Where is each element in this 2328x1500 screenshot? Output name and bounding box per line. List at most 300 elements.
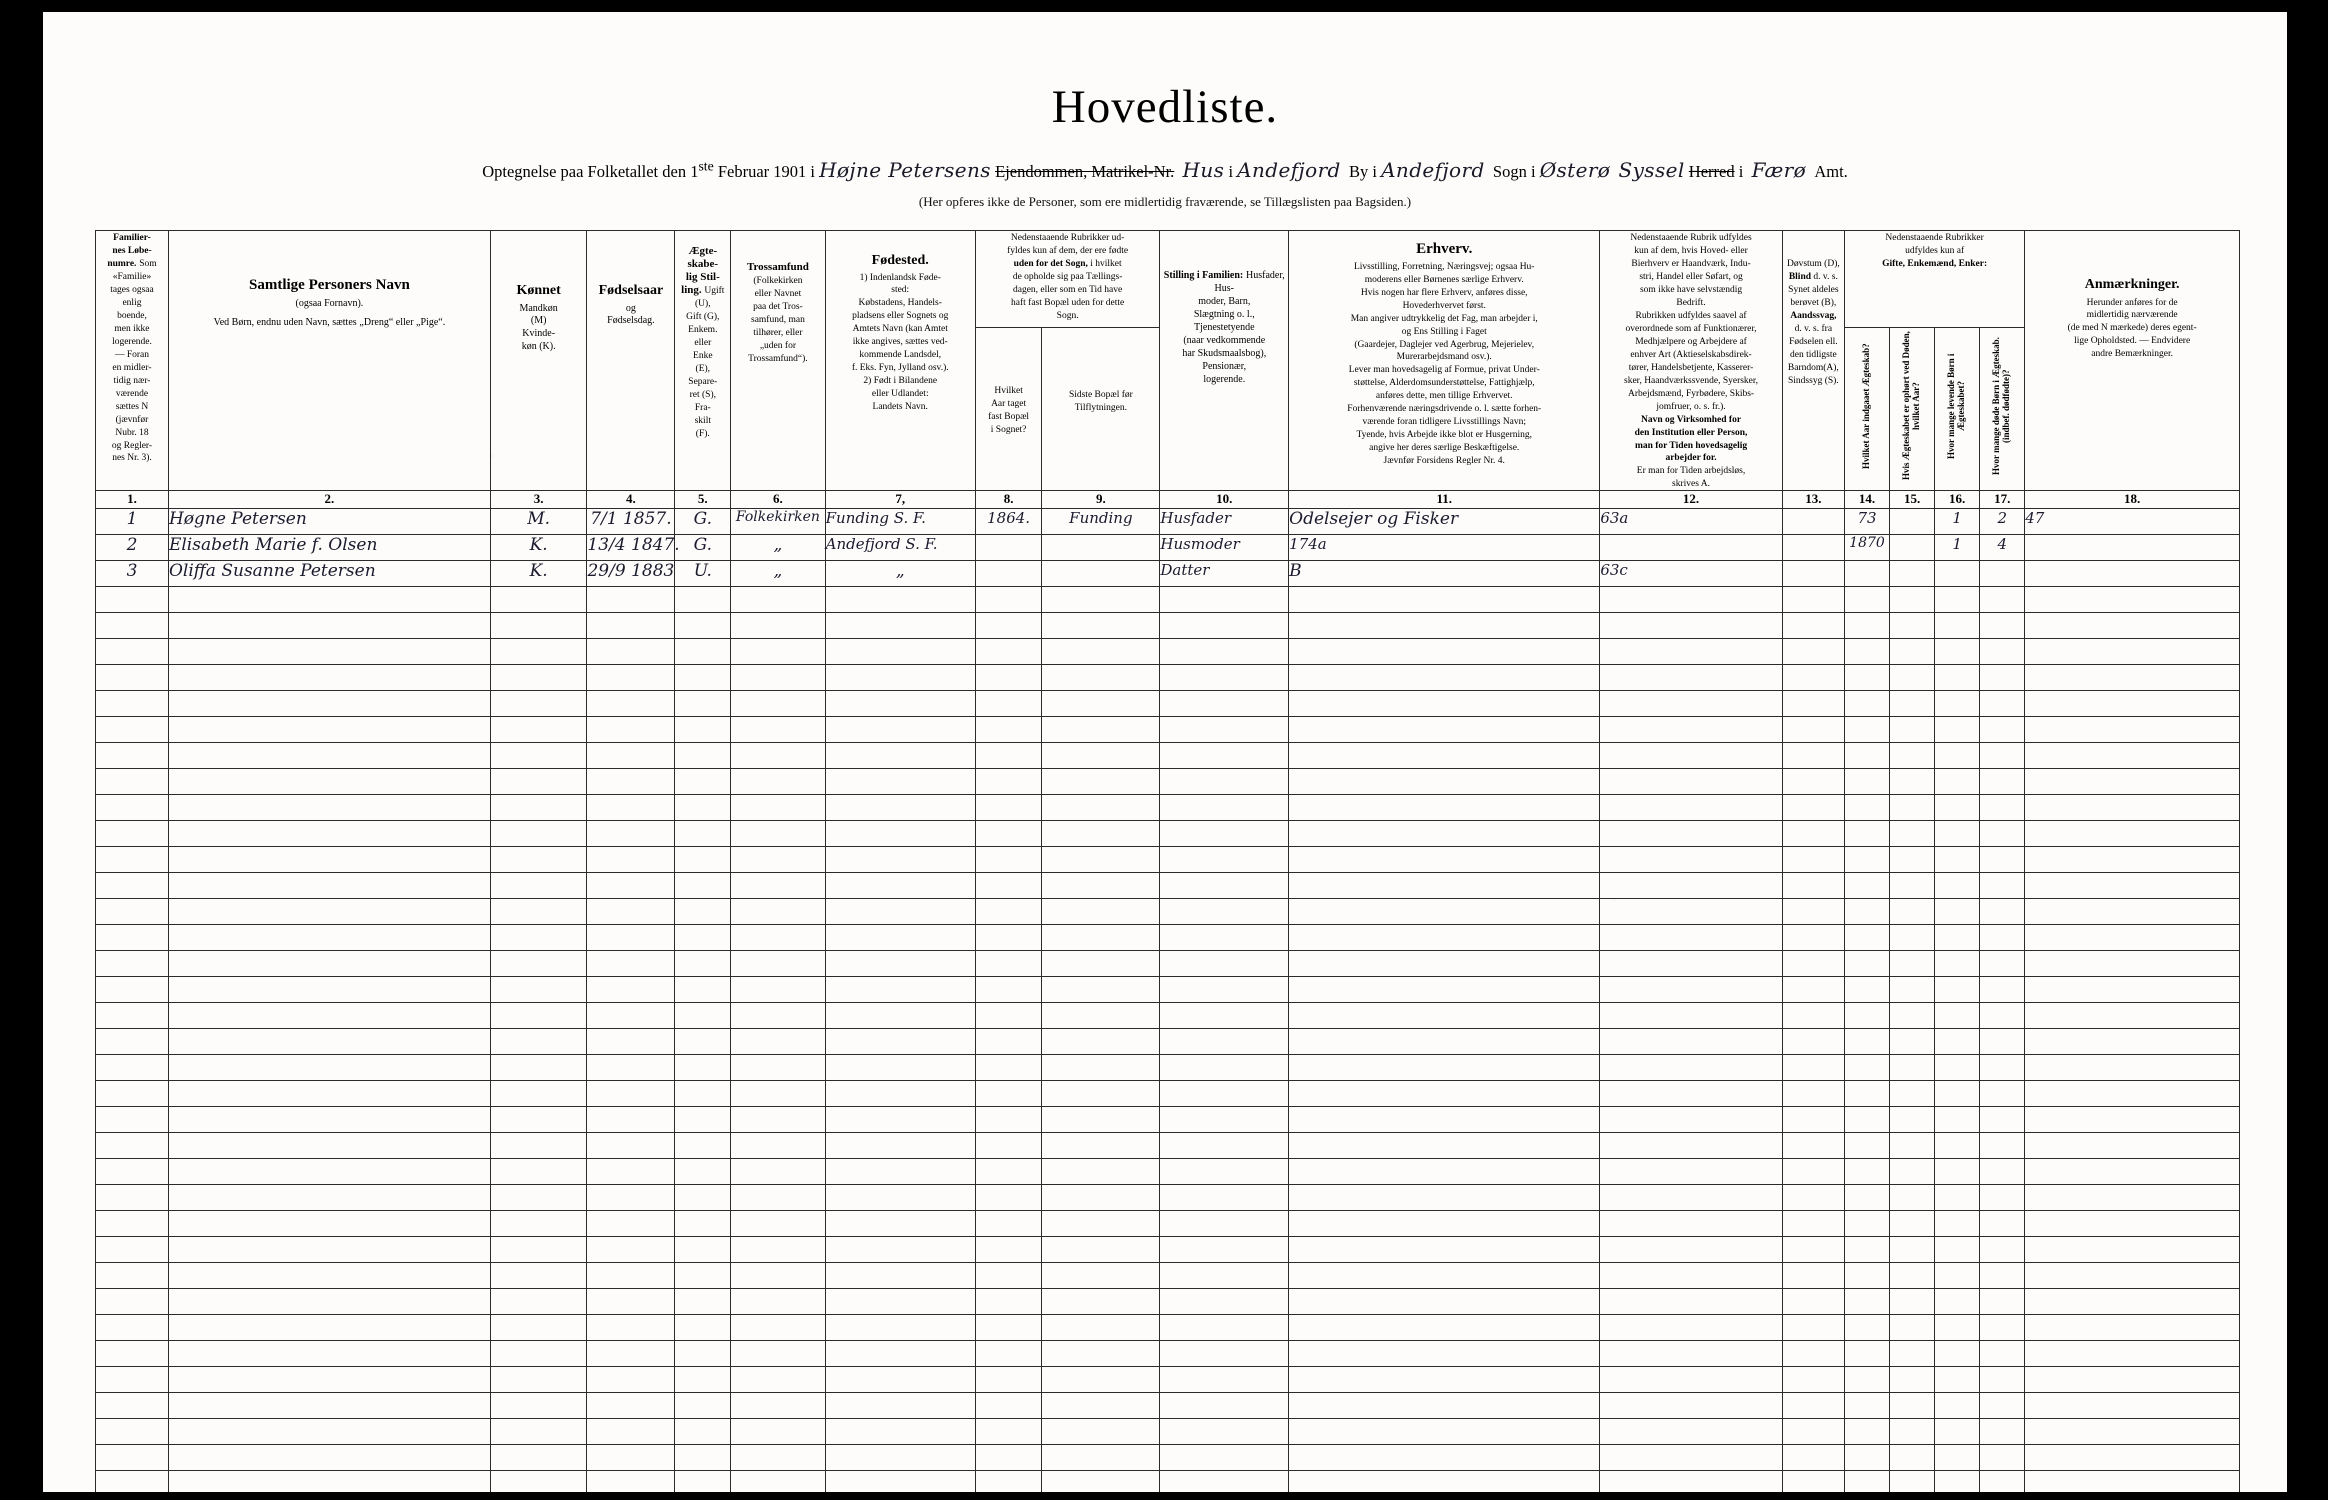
table-cell-empty <box>1600 925 1782 951</box>
table-cell-empty <box>675 1341 731 1367</box>
table-cell-empty <box>975 1159 1042 1185</box>
table-cell-empty <box>1935 769 1980 795</box>
table-cell-empty <box>1782 1237 1844 1263</box>
table-cell-empty <box>587 1055 675 1081</box>
row-occupation: Odelsejer og Fisker <box>1289 509 1600 535</box>
table-header-row <box>96 231 2240 328</box>
table-cell-empty <box>1890 1055 1935 1081</box>
table-cell-empty <box>731 1419 825 1445</box>
table-cell-empty <box>825 899 975 925</box>
table-row-empty[interactable] <box>96 795 2240 821</box>
table-cell-empty <box>1289 1263 1600 1289</box>
table-cell-empty <box>1890 1081 1935 1107</box>
colnum-13: 13. <box>1782 491 1844 509</box>
table-cell-empty <box>1289 1237 1600 1263</box>
table-row-empty[interactable] <box>96 1471 2240 1492</box>
table-cell-empty <box>1782 1159 1844 1185</box>
table-cell-empty <box>975 1107 1042 1133</box>
table-cell-empty <box>2025 1003 2240 1029</box>
table-cell-empty <box>1600 639 1782 665</box>
table-row-empty[interactable] <box>96 821 2240 847</box>
table-cell-empty <box>731 639 825 665</box>
table-cell-empty <box>1782 1471 1844 1492</box>
table-cell-empty <box>825 1211 975 1237</box>
table-cell-empty <box>1289 1003 1600 1029</box>
table-cell-empty <box>731 743 825 769</box>
table-cell-empty <box>1980 717 2025 743</box>
table-cell-empty <box>731 873 825 899</box>
table-cell-empty <box>975 1471 1042 1492</box>
table-cell-empty <box>587 691 675 717</box>
table-cell-empty <box>2025 1237 2240 1263</box>
table-cell-empty <box>168 1419 490 1445</box>
header-col-1: Familier- nes Løbe- numre. Som «Familie» tages ogsaa enlig boende, men ikke logerende. — Foran en midler- tidig nær- værende sættes N (jævnfør Nubr. 18 og Regler- nes Nr. 3). <box>96 231 169 491</box>
table-cell-empty <box>1935 1159 1980 1185</box>
table-cell-empty <box>1042 1107 1160 1133</box>
row-birth: 29/9 1883 <box>587 561 675 587</box>
table-row-empty[interactable] <box>96 743 2240 769</box>
row-children-living <box>1935 561 1980 587</box>
table-cell-empty <box>825 1445 975 1471</box>
table-cell-empty <box>825 743 975 769</box>
table-cell-empty <box>1935 1029 1980 1055</box>
table-cell-empty <box>490 821 587 847</box>
table-cell-empty <box>2025 847 2240 873</box>
table-cell-empty <box>975 1289 1042 1315</box>
table-row-empty[interactable] <box>96 1419 2240 1445</box>
table-cell-empty <box>1160 1289 1289 1315</box>
table-cell-empty <box>1042 665 1160 691</box>
table-cell-empty <box>1844 795 1889 821</box>
table-cell-empty <box>825 821 975 847</box>
table-cell-empty <box>1160 769 1289 795</box>
table-row-empty[interactable] <box>96 1133 2240 1159</box>
table-cell-empty <box>1890 1471 1935 1492</box>
table-cell-empty <box>1782 795 1844 821</box>
table-row-empty[interactable] <box>96 847 2240 873</box>
table-cell-empty <box>675 1237 731 1263</box>
table-cell-empty <box>1782 1419 1844 1445</box>
table-cell-empty <box>490 977 587 1003</box>
row-children-dead: 4 <box>1980 535 2025 561</box>
table-cell-empty <box>587 1289 675 1315</box>
table-cell-empty <box>1980 1107 2025 1133</box>
table-cell-empty <box>1782 847 1844 873</box>
table-cell-empty <box>587 873 675 899</box>
table-cell-empty <box>731 1133 825 1159</box>
table-cell-empty <box>1890 1315 1935 1341</box>
table-cell-empty <box>1935 1289 1980 1315</box>
table-cell-empty <box>731 1393 825 1419</box>
header-col-13-disability: Døvstum (D), Blind d. v. s. Synet aldeles berøvet (B), Aandssvag, d. v. s. fra Fødselen ell. den tidligste Barndom(A), Sindssyg (S). <box>1782 231 1844 491</box>
table-cell-empty <box>1782 1185 1844 1211</box>
table-cell-empty <box>1160 1263 1289 1289</box>
table-cell-empty <box>490 639 587 665</box>
table-cell-empty <box>675 1445 731 1471</box>
table-cell-empty <box>675 587 731 613</box>
table-cell-empty <box>490 665 587 691</box>
table-cell-empty <box>490 847 587 873</box>
row-disability <box>1782 509 1844 535</box>
colnum-14: 14. <box>1844 491 1889 509</box>
table-row-empty[interactable] <box>96 1081 2240 1107</box>
table-cell-empty <box>96 1367 169 1393</box>
table-row-empty[interactable] <box>96 1107 2240 1133</box>
table-cell-empty <box>1782 1107 1844 1133</box>
table-row-empty[interactable] <box>96 665 2240 691</box>
colnum-15: 15. <box>1890 491 1935 509</box>
table-cell-empty <box>490 1289 587 1315</box>
table-cell-empty <box>1782 717 1844 743</box>
handwritten-sogn: Andefjord <box>1381 158 1485 182</box>
table-row-empty[interactable] <box>96 899 2240 925</box>
table-cell-empty <box>96 665 169 691</box>
table-cell-empty <box>1980 1185 2025 1211</box>
table-cell-empty <box>587 613 675 639</box>
table-cell-empty <box>1935 795 1980 821</box>
table-cell-empty <box>1042 1159 1160 1185</box>
table-cell-empty <box>2025 1289 2240 1315</box>
table-cell-empty <box>587 743 675 769</box>
table-row-empty[interactable] <box>96 613 2240 639</box>
table-cell-empty <box>825 1029 975 1055</box>
table-row[interactable] <box>96 561 2240 587</box>
table-cell-empty <box>168 1211 490 1237</box>
label-herred: Herred <box>1688 162 1735 181</box>
table-cell-empty <box>490 1315 587 1341</box>
table-cell-empty <box>1600 613 1782 639</box>
table-cell-empty <box>1042 1029 1160 1055</box>
table-cell-empty <box>1890 1445 1935 1471</box>
table-cell-empty <box>1160 925 1289 951</box>
table-cell-empty <box>2025 639 2240 665</box>
table-cell-empty <box>168 1237 490 1263</box>
table-cell-empty <box>731 613 825 639</box>
table-cell-empty <box>168 639 490 665</box>
table-cell-empty <box>675 1185 731 1211</box>
table-cell-empty <box>1935 717 1980 743</box>
table-row-empty[interactable] <box>96 1367 2240 1393</box>
table-cell-empty <box>1782 691 1844 717</box>
table-cell-empty <box>490 1133 587 1159</box>
row-employer: 63c <box>1600 561 1782 587</box>
table-cell-empty <box>96 691 169 717</box>
table-row-empty[interactable] <box>96 977 2240 1003</box>
table-row-empty[interactable] <box>96 587 2240 613</box>
table-cell-empty <box>975 1393 1042 1419</box>
table-row-empty[interactable] <box>96 1003 2240 1029</box>
table-cell-empty <box>1042 977 1160 1003</box>
table-cell-empty <box>1289 847 1600 873</box>
table-cell-empty <box>1600 1211 1782 1237</box>
table-cell-empty <box>975 639 1042 665</box>
table-cell-empty <box>587 1133 675 1159</box>
table-cell-empty <box>1160 613 1289 639</box>
table-cell-empty <box>675 795 731 821</box>
table-cell-empty <box>1980 769 2025 795</box>
table-cell-empty <box>825 847 975 873</box>
row-name: Oliffa Susanne Petersen <box>168 561 490 587</box>
table-cell-empty <box>1289 1367 1600 1393</box>
table-cell-empty <box>1890 1289 1935 1315</box>
table-cell-empty <box>490 587 587 613</box>
table-cell-empty <box>168 821 490 847</box>
table-cell-empty <box>96 769 169 795</box>
table-row-empty[interactable] <box>96 1445 2240 1471</box>
table-cell-empty <box>675 821 731 847</box>
table-cell-empty <box>825 1289 975 1315</box>
table-cell-empty <box>1980 795 2025 821</box>
table-cell-empty <box>1935 1263 1980 1289</box>
table-cell-empty <box>1600 1315 1782 1341</box>
table-cell-empty <box>825 1341 975 1367</box>
table-cell-empty <box>825 1263 975 1289</box>
table-cell-empty <box>96 1471 169 1492</box>
row-sex: K. <box>490 535 587 561</box>
row-employer <box>1600 535 1782 561</box>
table-cell-empty <box>1890 795 1935 821</box>
table-cell-empty <box>1844 1393 1889 1419</box>
table-cell-empty <box>1782 1393 1844 1419</box>
table-cell-empty <box>1890 665 1935 691</box>
table-cell-empty <box>1782 951 1844 977</box>
table-row-empty[interactable] <box>96 717 2240 743</box>
table-cell-empty <box>1289 873 1600 899</box>
table-cell-empty <box>587 1029 675 1055</box>
table-cell-empty <box>168 1471 490 1492</box>
table-cell-empty <box>975 587 1042 613</box>
row-children-dead: 2 <box>1980 509 2025 535</box>
table-cell-empty <box>168 1445 490 1471</box>
table-cell-empty <box>168 743 490 769</box>
table-cell-empty <box>1600 1133 1782 1159</box>
table-cell-empty <box>1160 821 1289 847</box>
table-cell-empty <box>1844 1367 1889 1393</box>
table-cell-empty <box>587 1445 675 1471</box>
header-col-17-children-dead: Hvor mange døde Børn i Ægteskab. (indbef. dødfødte)? <box>1980 328 2025 491</box>
table-cell-empty <box>1600 847 1782 873</box>
table-row-empty[interactable] <box>96 1393 2240 1419</box>
colnum-10: 10. <box>1160 491 1289 509</box>
table-cell-empty <box>975 847 1042 873</box>
table-cell-empty <box>731 1315 825 1341</box>
table-cell-empty <box>2025 1211 2240 1237</box>
table-cell-empty <box>1890 1237 1935 1263</box>
table-row-empty[interactable] <box>96 925 2240 951</box>
table-row-empty[interactable] <box>96 951 2240 977</box>
row-widowed-year <box>1890 509 1935 535</box>
table-row-empty[interactable] <box>96 1185 2240 1211</box>
row-marital: G. <box>675 509 731 535</box>
table-cell-empty <box>675 1211 731 1237</box>
table-cell-empty <box>2025 1185 2240 1211</box>
table-cell-empty <box>825 639 975 665</box>
table-row[interactable] <box>96 535 2240 561</box>
table-cell-empty <box>1289 639 1600 665</box>
table-cell-empty <box>2025 1263 2240 1289</box>
table-cell-empty <box>1289 899 1600 925</box>
table-cell-empty <box>731 795 825 821</box>
table-cell-empty <box>731 1055 825 1081</box>
table-cell-empty <box>1935 977 1980 1003</box>
table-cell-empty <box>96 821 169 847</box>
table-row-empty[interactable] <box>96 1237 2240 1263</box>
table-cell-empty <box>975 899 1042 925</box>
table-cell-empty <box>96 873 169 899</box>
row-number: 2 <box>96 535 169 561</box>
table-cell-empty <box>975 1133 1042 1159</box>
table-cell-empty <box>825 873 975 899</box>
table-cell-empty <box>825 1185 975 1211</box>
table-cell-empty <box>490 717 587 743</box>
table-cell-empty <box>731 1471 825 1492</box>
table-cell-empty <box>1042 1445 1160 1471</box>
table-cell-empty <box>1935 873 1980 899</box>
table-cell-empty <box>1844 873 1889 899</box>
header-col-14-marriage-year: Hvilket Aar indgaaet Ægteskab? <box>1844 328 1889 491</box>
table-cell-empty <box>2025 1393 2240 1419</box>
table-row-empty[interactable] <box>96 769 2240 795</box>
table-cell-empty <box>1935 665 1980 691</box>
table-cell-empty <box>168 665 490 691</box>
table-cell-empty <box>825 1315 975 1341</box>
row-children-dead <box>1980 561 2025 587</box>
table-cell-empty <box>168 1133 490 1159</box>
table-cell-empty <box>825 1133 975 1159</box>
table-cell-empty <box>96 795 169 821</box>
table-cell-empty <box>1844 613 1889 639</box>
table-cell-empty <box>1289 1029 1600 1055</box>
table-row-empty[interactable] <box>96 1211 2240 1237</box>
colnum-6: 6. <box>731 491 825 509</box>
table-cell-empty <box>1600 1003 1782 1029</box>
form-note: (Her opferes ikke de Personer, som ere midlertidig fraværende, se Tillægslisten paa Bagsiden.) <box>918 194 1412 209</box>
table-cell-empty <box>1844 1185 1889 1211</box>
table-cell-empty <box>1890 821 1935 847</box>
table-cell-empty <box>168 1263 490 1289</box>
table-cell-empty <box>1935 1211 1980 1237</box>
table-cell-empty <box>1289 977 1600 1003</box>
table-cell-empty <box>825 665 975 691</box>
table-cell-empty <box>1289 1445 1600 1471</box>
table-cell-empty <box>825 769 975 795</box>
table-cell-empty <box>825 1367 975 1393</box>
table-row[interactable] <box>96 509 2240 535</box>
colnum-12: 12. <box>1600 491 1782 509</box>
table-cell-empty <box>1160 977 1289 1003</box>
table-cell-empty <box>490 1029 587 1055</box>
table-cell-empty <box>490 1419 587 1445</box>
table-cell-empty <box>96 1237 169 1263</box>
table-cell-empty <box>587 951 675 977</box>
table-cell-empty <box>490 1185 587 1211</box>
table-cell-empty <box>490 1367 587 1393</box>
table-cell-empty <box>168 1029 490 1055</box>
table-cell-empty <box>1160 1159 1289 1185</box>
table-cell-empty <box>1782 743 1844 769</box>
table-cell-empty <box>1890 1133 1935 1159</box>
table-cell-empty <box>1289 1289 1600 1315</box>
table-row-empty[interactable] <box>96 1315 2240 1341</box>
table-row-empty[interactable] <box>96 639 2240 665</box>
colnum-18: 18. <box>2025 491 2240 509</box>
table-cell-empty <box>975 1185 1042 1211</box>
table-cell-empty <box>1600 1263 1782 1289</box>
table-cell-empty <box>2025 1159 2240 1185</box>
table-cell-empty <box>96 1211 169 1237</box>
table-cell-empty <box>1844 977 1889 1003</box>
table-cell-empty <box>490 873 587 899</box>
table-cell-empty <box>675 951 731 977</box>
table-cell-empty <box>731 1029 825 1055</box>
table-cell-empty <box>1042 1341 1160 1367</box>
table-cell-empty <box>975 691 1042 717</box>
table-cell-empty <box>975 1419 1042 1445</box>
table-cell-empty <box>975 1081 1042 1107</box>
table-cell-empty <box>1160 639 1289 665</box>
table-cell-empty <box>1289 1081 1600 1107</box>
row-family-position: Husmoder <box>1160 535 1289 561</box>
table-row-empty[interactable] <box>96 1159 2240 1185</box>
table-cell-empty <box>1980 1471 2025 1492</box>
table-row-empty[interactable] <box>96 1341 2240 1367</box>
table-cell-empty <box>1890 587 1935 613</box>
table-cell-empty <box>675 1471 731 1492</box>
table-row-empty[interactable] <box>96 873 2240 899</box>
header-col-11-occupation: Erhverv. Livsstilling, Forretning, Næringsvej; ogsaa Hu- moderens eller Børnenes særlige Erhverv. Hvis nogen har flere Erhverv, anføres disse, Hovederhvervet først. Man angiver udtrykkelig det Fag, man arbejder i, og Ens Stilling i Faget (Gaardejer, Daglejer ved Agerbrug, Mejerielev, Murerarbejdsmand osv.). Lever man hovedsagelig af Formue, privat Under- støttelse, Alderdomsunderstøttelse, Fattighjælp, anføres dette, men tillige Erhvervet. Forhenværende næringsdrivende o. l. sætte forhen- værende foran tidligere Livsstillings Navn; Tyende, hvis Arbejde ikke blot er Husgerning, angive her deres særlige Beskæftigelse. Jævnfør Forsidens Regler Nr. 4. <box>1289 231 1600 491</box>
table-cell-empty <box>1160 1445 1289 1471</box>
table-cell-empty <box>587 769 675 795</box>
table-cell-empty <box>731 1081 825 1107</box>
table-cell-empty <box>1600 1341 1782 1367</box>
table-cell-empty <box>825 925 975 951</box>
table-row-empty[interactable] <box>96 1055 2240 1081</box>
empty-rows-body <box>96 587 2240 1492</box>
table-cell-empty <box>1980 847 2025 873</box>
table-cell-empty <box>1935 951 1980 977</box>
table-cell-empty <box>1160 1237 1289 1263</box>
table-cell-empty <box>975 1029 1042 1055</box>
table-cell-empty <box>825 1003 975 1029</box>
table-cell-empty <box>1289 1471 1600 1492</box>
table-cell-empty <box>1600 795 1782 821</box>
row-birth: 7/1 1857. <box>587 509 675 535</box>
table-cell-empty <box>168 1159 490 1185</box>
table-cell-empty <box>2025 1107 2240 1133</box>
table-cell-empty <box>1890 1367 1935 1393</box>
table-row-empty[interactable] <box>96 1263 2240 1289</box>
table-row-empty[interactable] <box>96 1029 2240 1055</box>
table-cell-empty <box>490 795 587 821</box>
table-cell-empty <box>490 1341 587 1367</box>
table-cell-empty <box>96 1055 169 1081</box>
table-cell-empty <box>96 1003 169 1029</box>
table-cell-empty <box>96 1133 169 1159</box>
table-cell-empty <box>1042 1289 1160 1315</box>
table-cell-empty <box>1042 743 1160 769</box>
table-row-empty[interactable] <box>96 691 2240 717</box>
table-cell-empty <box>975 769 1042 795</box>
table-row-empty[interactable] <box>96 1289 2240 1315</box>
table-cell-empty <box>731 1367 825 1393</box>
table-cell-empty <box>96 899 169 925</box>
table-cell-empty <box>1980 1081 2025 1107</box>
table-cell-empty <box>1782 1367 1844 1393</box>
table-cell-empty <box>490 1107 587 1133</box>
table-cell-empty <box>731 691 825 717</box>
table-cell-empty <box>1890 743 1935 769</box>
table-cell-empty <box>1935 743 1980 769</box>
